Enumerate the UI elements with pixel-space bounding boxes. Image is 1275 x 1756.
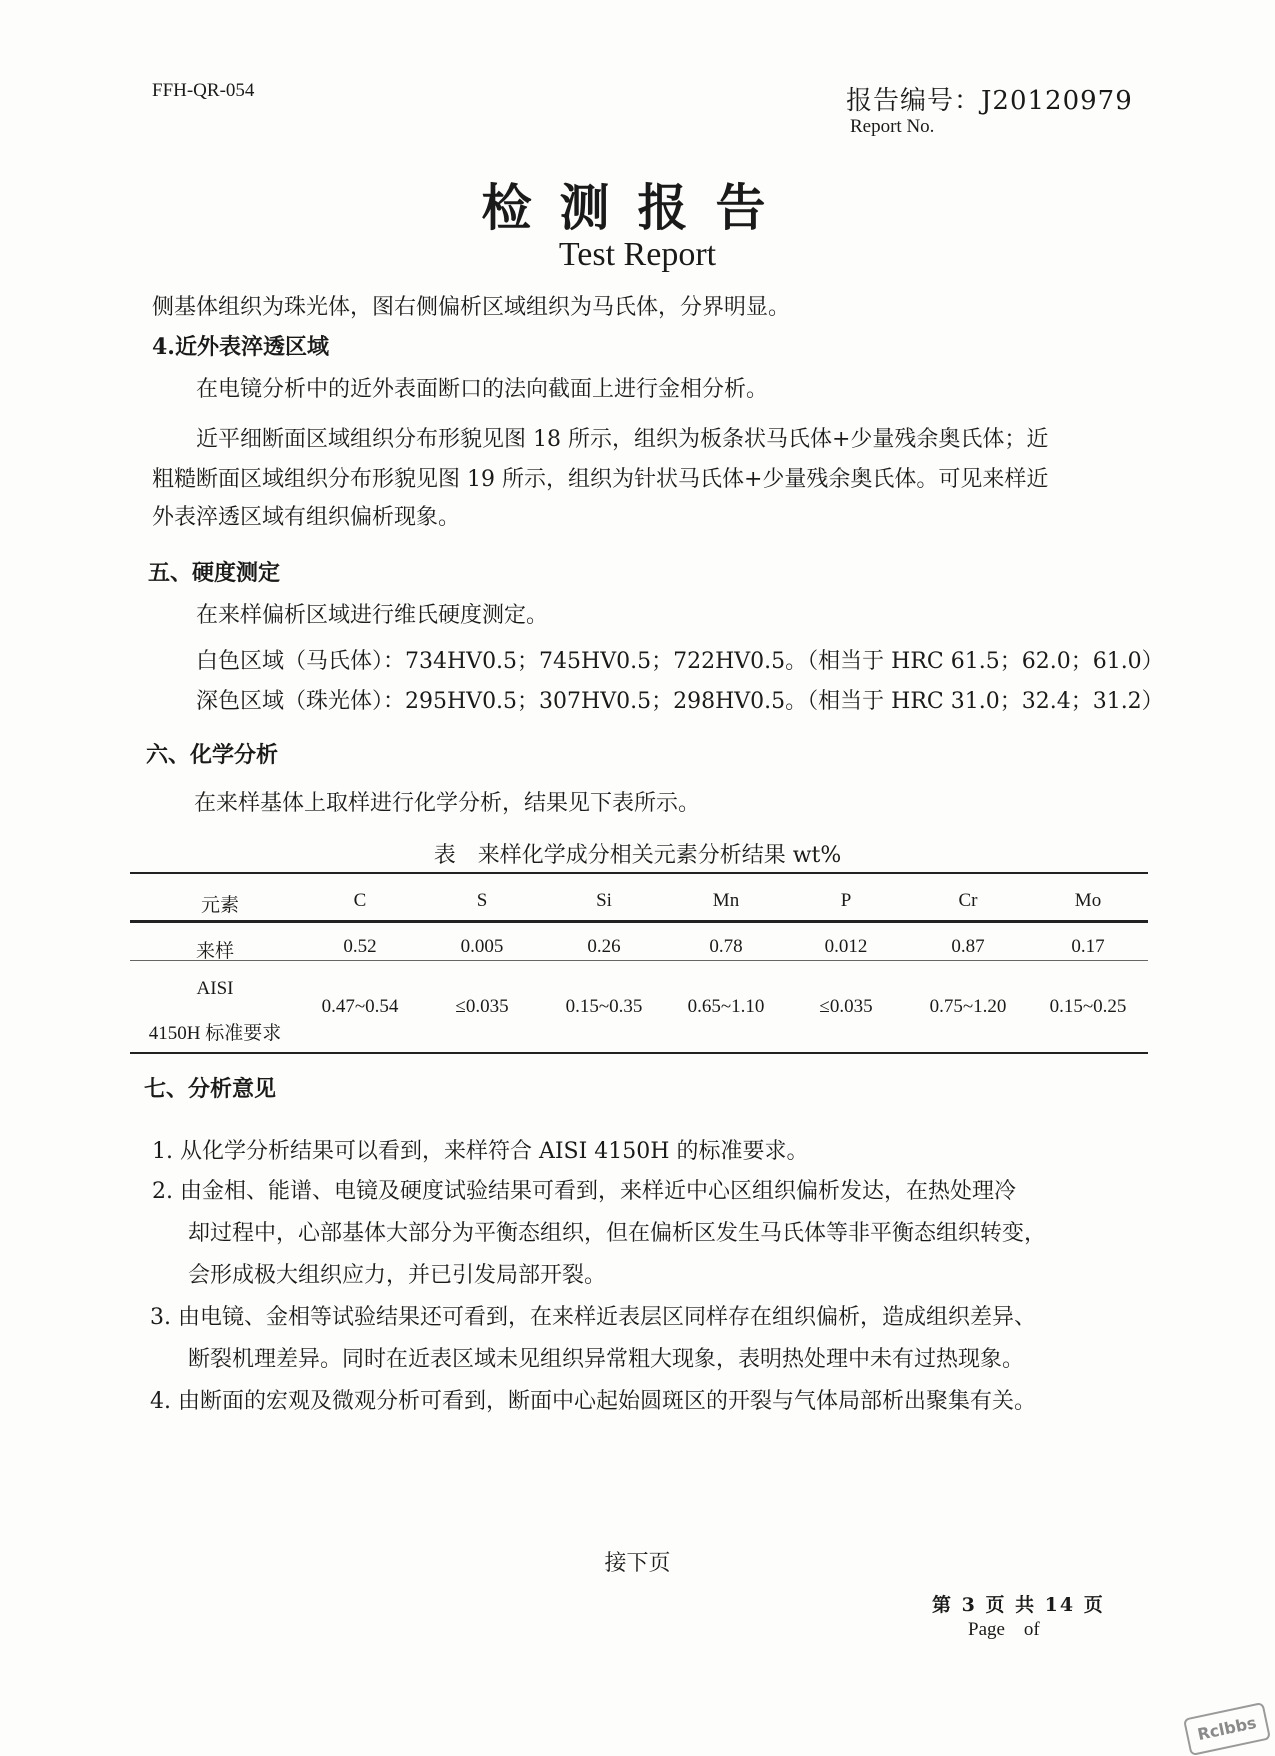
table-header-cell: 元素 <box>200 895 239 916</box>
paragraph-line: 在来样偏析区域进行维氏硬度测定。 <box>196 603 549 628</box>
paragraph-line: 在电镜分析中的近外表面断口的法向截面上进行金相分析。 <box>196 377 769 402</box>
table-cell: 0.87 <box>951 936 985 957</box>
table-header-cell: Cr <box>958 890 978 911</box>
paragraph-line: 近平细断面区域组织分布形貌见图 18 所示，组织为板条状马氏体+少量残余奥氏体；近 <box>196 427 1049 452</box>
table-cell: 0.15~0.25 <box>1049 996 1127 1017</box>
table-header-cell: C <box>353 890 367 911</box>
table-row-label: AISI <box>196 978 234 999</box>
table-top-rule <box>130 872 1148 874</box>
table-cell: 0.75~1.20 <box>929 996 1007 1017</box>
conclusion-item-continued: 会形成极大组织应力，并已引发局部开裂。 <box>188 1263 607 1288</box>
table-bottom-rule <box>130 1052 1148 1054</box>
page-number-en: Page of <box>968 1619 1040 1640</box>
table-cell: 0.005 <box>460 936 504 957</box>
table-cell: 0.78 <box>709 936 743 957</box>
section-heading: 4.近外表淬透区域 <box>152 334 329 360</box>
table-row-rule <box>130 960 1148 961</box>
table-caption: 表 来样化学成分相关元素分析结果 wt% <box>433 843 842 868</box>
table-cell: ≤0.035 <box>455 996 509 1017</box>
section-heading: 七、分析意见 <box>144 1076 277 1102</box>
hardness-white-line: 白色区域（马氏体）：734HV0.5；745HV0.5；722HV0.5。（相当于 HRC 61.5；62.0；61.0） <box>196 649 1164 674</box>
table-cell: ≤0.035 <box>819 996 873 1017</box>
table-header-cell: S <box>476 890 488 911</box>
report-number: 报告编号：J20120979 <box>846 86 1133 116</box>
table-row-label: 4150H 标准要求 <box>148 1023 282 1044</box>
table-header-rule <box>130 920 1148 923</box>
conclusion-item: 4. 由断面的宏观及微观分析可看到，断面中心起始圆斑区的开裂与气体局部析出聚集有关。 <box>150 1389 1036 1414</box>
table-cell: 0.15~0.35 <box>565 996 643 1017</box>
paragraph-line: 粗糙断面区域组织分布形貌见图 19 所示，组织为针状马氏体+少量残余奥氏体。可见来样近 <box>152 467 1049 492</box>
table-cell: 0.47~0.54 <box>321 996 399 1017</box>
conclusion-item: 3. 由电镜、金相等试验结果还可看到，在来样近表层区同样存在组织偏析，造成组织差异、 <box>150 1305 1036 1330</box>
conclusion-item-continued: 却过程中，心部基体大部分为平衡态组织，但在偏析区发生马氏体等非平衡态组织转变， <box>188 1221 1047 1246</box>
page-number-cn: 第 3 页 共 14 页 <box>932 1594 1105 1616</box>
section-heading: 五、硬度测定 <box>148 560 281 586</box>
table-cell: 0.012 <box>824 936 868 957</box>
paragraph-line: 在来样基体上取样进行化学分析，结果见下表所示。 <box>194 791 701 816</box>
paragraph-line: 外表淬透区域有组织偏析现象。 <box>152 505 461 530</box>
table-row-label: 来样 <box>195 941 234 962</box>
form-code: FFH-QR-054 <box>152 80 255 101</box>
table-cell: 0.17 <box>1071 936 1105 957</box>
page-title-cn: 检测报告 <box>481 178 794 237</box>
section-heading: 六、化学分析 <box>146 742 279 768</box>
conclusion-item: 1. 从化学分析结果可以看到，来样符合 AISI 4150H 的标准要求。 <box>152 1139 809 1164</box>
table-cell: 0.65~1.10 <box>687 996 765 1017</box>
table-header-cell: Mo <box>1074 890 1102 911</box>
table-header-cell: Mn <box>712 890 740 911</box>
report-number-label-en: Report No. <box>850 116 935 137</box>
table-cell: 0.26 <box>587 936 621 957</box>
page-title-en: Test Report <box>558 236 717 273</box>
table-header-cell: P <box>840 890 852 911</box>
table-header-cell: Si <box>596 890 612 911</box>
conclusion-item-continued: 断裂机理差异。同时在近表区域未见组织异常粗大现象，表明热处理中未有过热现象。 <box>188 1347 1025 1372</box>
paragraph-line: 侧基体组织为珠光体，图右侧偏析区域组织为马氏体，分界明显。 <box>152 295 791 320</box>
table-cell: 0.52 <box>343 936 377 957</box>
watermark-logo: Rclbbs <box>1183 1702 1271 1756</box>
hardness-dark-line: 深色区域（珠光体）：295HV0.5；307HV0.5；298HV0.5。（相当于 HRC 31.0；32.4；31.2） <box>196 689 1164 714</box>
continued-next-page: 接下页 <box>604 1551 671 1576</box>
conclusion-item: 2. 由金相、能谱、电镜及硬度试验结果可看到，来样近中心区组织偏析发达，在热处理冷 <box>152 1179 1016 1204</box>
